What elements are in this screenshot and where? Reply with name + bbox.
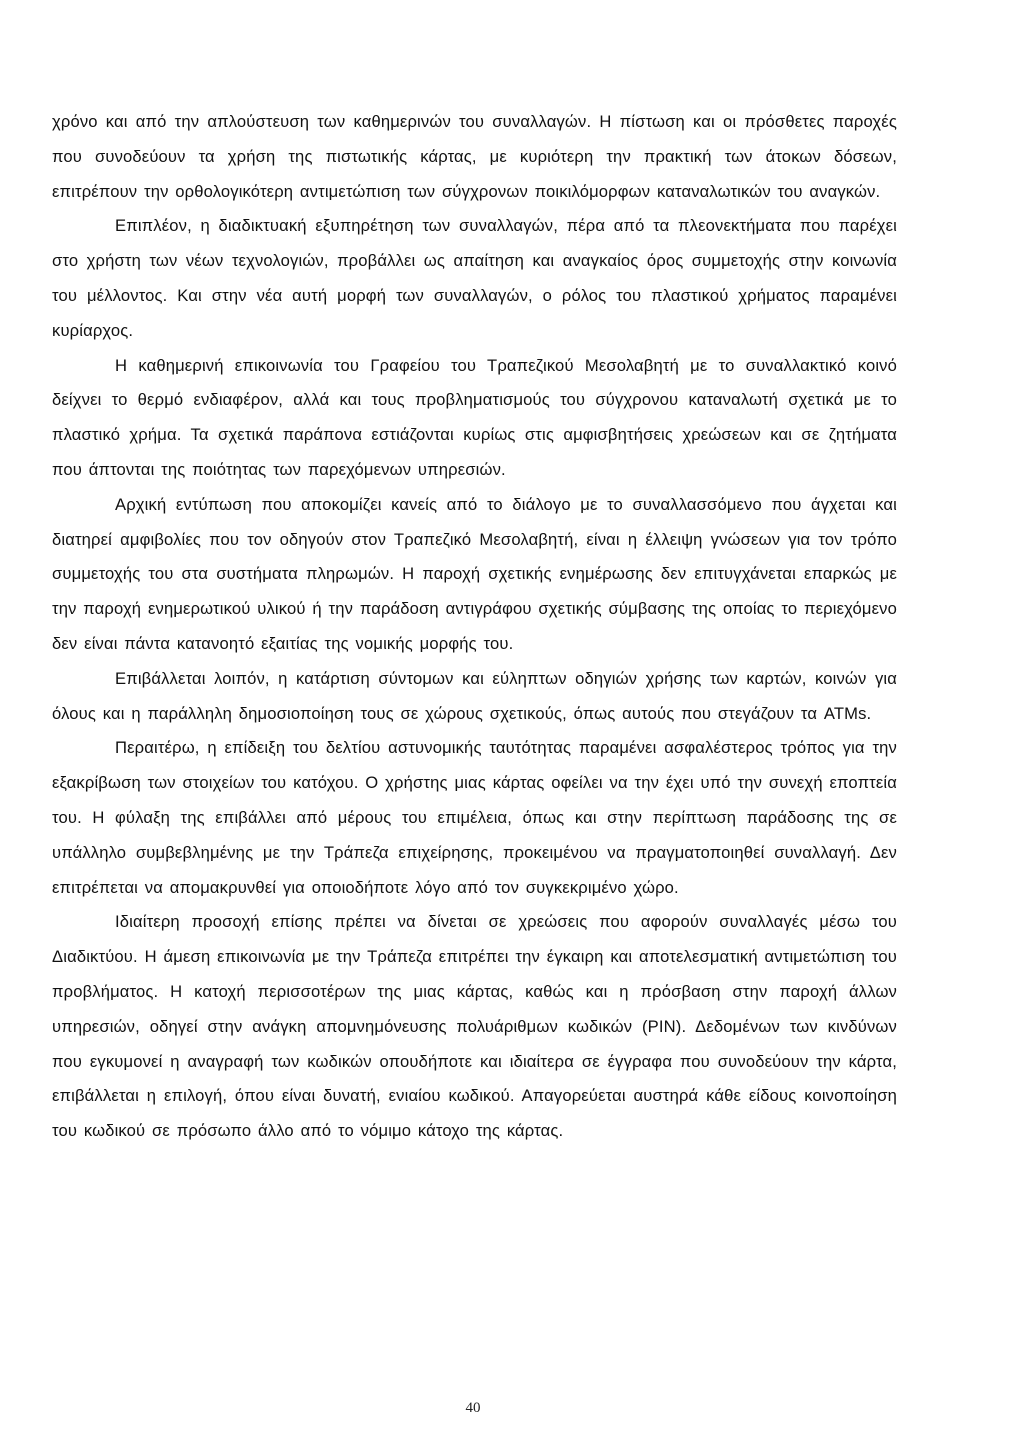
paragraph-lack-of-knowledge: Αρχική εντύπωση που αποκομίζει κανείς από το διάλογο με το συναλλασσόμενο που άγχεται και διατηρεί αμφιβολίες που τον οδηγούν στον Τραπεζικό Μεσολαβητή, είναι η έλλειψη γνώσεων για τον τρόπο συμμετοχής του στα συστήματα πληρωμών. Η παροχή σχετικής ενημέρωσης δεν επιτυγχάνεται επαρκώς με την παροχή ενημερωτικού υλικού ή την παράδοση αντιγράφου σχετικής σύμβασης της οποίας το περιεχόμενο δεν είναι πάντα κατανοητό εξαιτίας της νομικής μορφής του.: [52, 494, 897, 653]
paragraph-online-transactions: Επιπλέον, η διαδικτυακή εξυπηρέτηση των συναλλαγών, πέρα από τα πλεονεκτήματα που παρέχει στο χρήστη των νέων τεχνολογιών, προβάλλει ως απαίτηση και αναγκαίος όρος συμμετοχής στην κοινωνία του μέλλοντος. Και στην νέα αυτή μορφή των συναλλαγών, ο ρόλος του πλαστικού χρήματος παραμένει κυρίαρχος.: [52, 216, 897, 340]
paragraph-usage-guidelines: Επιβάλλεται λοιπόν, η κατάρτιση σύντομων και εύληπτων οδηγιών χρήσης των καρτών, κοινών για όλους και η παράλληλη δημοσιοποίηση τους σε χώρους σχετικούς, όπως αυτούς που στεγάζουν τα ATMs.: [52, 668, 897, 723]
paragraph-internet-charges: Ιδιαίτερη προσοχή επίσης πρέπει να δίνεται σε χρεώσεις που αφορούν συναλλαγές μέσω του Διαδικτύου. Η άμεση επικοινωνία με την Τράπεζα επιτρέπει την έγκαιρη και αποτελεσματική αντιμετώπιση του προβλήματος. Η κατοχή περισσοτέρων της μιας κάρτας, καθώς και η πρόσβαση στην παροχή άλλων υπηρεσιών, οδηγεί στην ανάγκη απομνημόνευσης πολυάριθμων κωδικών (PIN). Δεδομένων των κινδύνων που εγκυμονεί η αναγραφή των κωδικών οπουδήποτε και ιδιαίτερα σε έγγραφα που συνοδεύουν την κάρτα, επιβάλλεται η επιλογή, όπου είναι δυνατή, ενιαίου κωδικού. Απαγορεύεται αυστηρά κάθε είδους κοινοποίηση του κωδικού σε πρόσωπο άλλο από το νόμιμο κάτοχο της κάρτας.: [52, 912, 897, 1141]
page-number: 40: [465, 1400, 481, 1416]
paragraph-ombudsman-communication: Η καθημερινή επικοινωνία του Γραφείου του Τραπεζικού Μεσολαβητή με το συναλλακτικό κοινό δείχνει το θερμό ενδιαφέρον, αλλά και τους προβληματισμούς του σύγχρονου καταναλωτή σχετικά με το πλαστικό χρήμα. Τα σχετικά παράπονα εστιάζονται κυρίως στις αμφισβητήσεις χρεώσεων και σε ζητήματα που άπτονται της ποιότητας των παρεχόμενων υπηρεσιών.: [52, 355, 897, 479]
paragraph-continuation: χρόνο και από την απλούστευση των καθημερινών του συναλλαγών. Η πίστωση και οι πρόσθετες παροχές που συνοδεύουν τα χρήση της πιστωτικής κάρτας, με κυριότερη την πρακτική των άτοκων δόσεων, επιτρέπουν την ορθολογικότερη αντιμετώπιση των σύγχρονων ποικιλόμορφων καταναλωτικών του αναγκών.: [52, 112, 897, 201]
page-body: [52, 105, 897, 1149]
paragraph-identity-verification: Περαιτέρω, η επίδειξη του δελτίου αστυνομικής ταυτότητας παραμένει ασφαλέστερος τρόπος για την εξακρίβωση των στοιχείων του κατόχου. Ο χρήστης μιας κάρτας οφείλει να την έχει υπό την συνεχή εποπτεία του. Η φύλαξη της επιβάλλει από μέρους του επιμέλεια, όπως και στην περίπτωση παράδοσης της σε υπάλληλο συμβεβλημένης με την Τράπεζα επιχείρησης, προκειμένου να πραγματοποιηθεί συναλλαγή. Δεν επιτρέπεται να απομακρυνθεί για οποιοδήποτε λόγο από τον συγκεκριμένο χώρο.: [52, 738, 897, 897]
